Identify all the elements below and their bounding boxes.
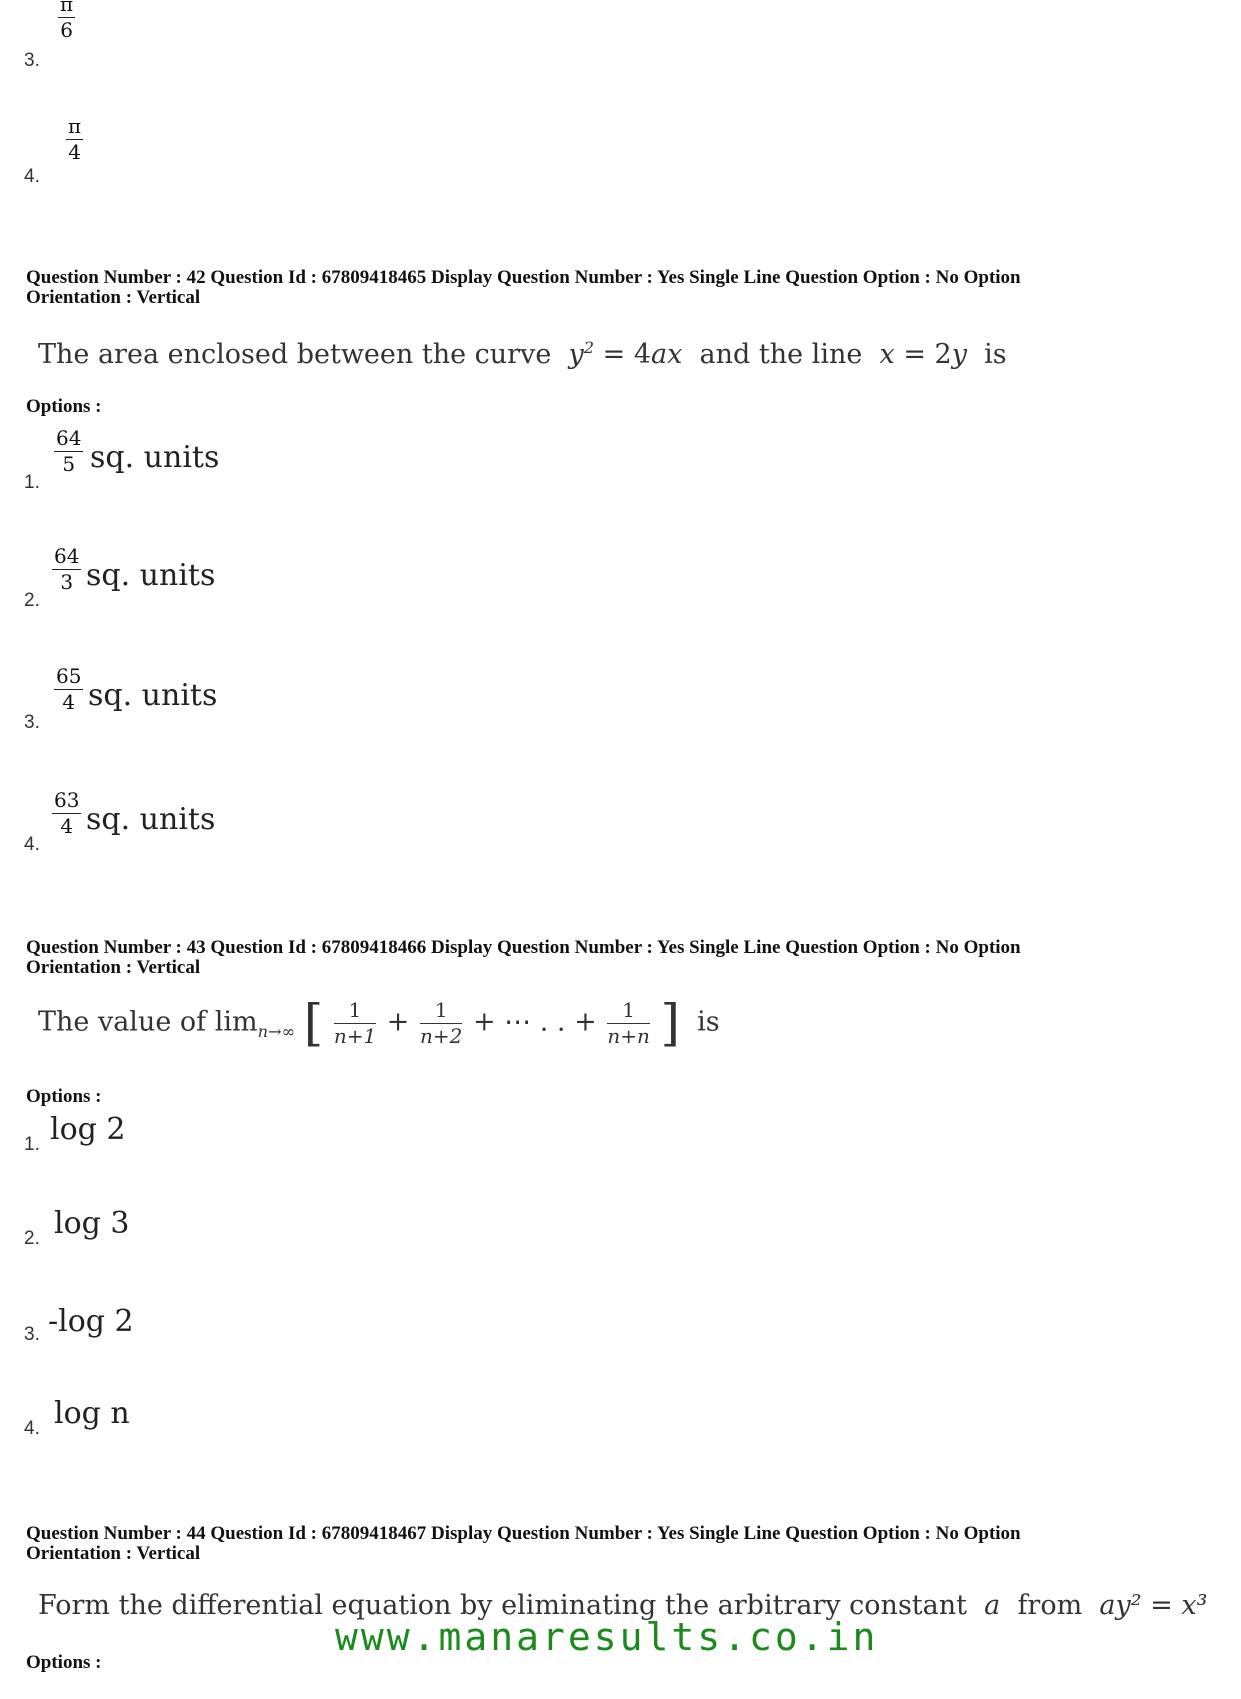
- option-number: 4.: [24, 166, 40, 187]
- options-label: Options :: [26, 1652, 102, 1673]
- option-value: log 2: [50, 1112, 126, 1147]
- option-number: 2.: [24, 590, 40, 611]
- option-unit: sq. units: [90, 440, 220, 475]
- option-number: 3.: [24, 712, 40, 733]
- option-fraction: 65 4: [56, 664, 82, 714]
- option-fraction: 63 4: [54, 788, 80, 838]
- option-value: -log 2: [48, 1304, 134, 1339]
- option-number: 2.: [24, 1228, 40, 1249]
- question-44-text: Form the differential equation by eliminating the arbitrary constant a from ay² = x³: [38, 1590, 1208, 1621]
- option-number: 3.: [24, 1324, 40, 1345]
- question-43-meta: Question Number : 43 Question Id : 67809418466 Display Question Number : Yes Single Line Question Option : No Option Orientation : Vertical: [26, 937, 1021, 978]
- option-number: 3.: [24, 50, 40, 71]
- option-value: log n: [54, 1396, 130, 1431]
- option-fraction: 64 5: [56, 426, 82, 476]
- watermark: www.manaresults.co.in: [335, 1615, 879, 1659]
- question-42-meta: Question Number : 42 Question Id : 67809418465 Display Question Number : Yes Single Line Question Option : No Option Orientation : Vertical: [26, 267, 1021, 308]
- option-value: log 3: [54, 1206, 130, 1241]
- options-label: Options :: [26, 396, 102, 417]
- options-label: Options :: [26, 1086, 102, 1107]
- question-43-text: The value of $\lim_{n\to\infty}$ [ $\frac{1}{n+1}$ + $\frac{1}{n+2}$ + ⋯ . . + $\frac{1}{n+n}$ ] is: [38, 994, 720, 1052]
- option-unit: sq. units: [86, 558, 216, 593]
- option-number: 1.: [24, 472, 40, 493]
- question-42-text: The area enclosed between the curve $y^2 = 4ax$ and the line x = 2y is: [38, 338, 1007, 370]
- option-fraction: π 6: [60, 0, 74, 42]
- option-number: 1.: [24, 1134, 40, 1155]
- option-fraction: π 4: [68, 114, 82, 164]
- question-44-meta: Question Number : 44 Question Id : 67809418467 Display Question Number : Yes Single Line Question Option : No Option Orientation : Vertical: [26, 1523, 1021, 1564]
- option-unit: sq. units: [86, 802, 216, 837]
- option-unit: sq. units: [88, 678, 218, 713]
- option-number: 4.: [24, 834, 40, 855]
- option-fraction: 64 3: [54, 544, 80, 594]
- option-number: 4.: [24, 1418, 40, 1439]
